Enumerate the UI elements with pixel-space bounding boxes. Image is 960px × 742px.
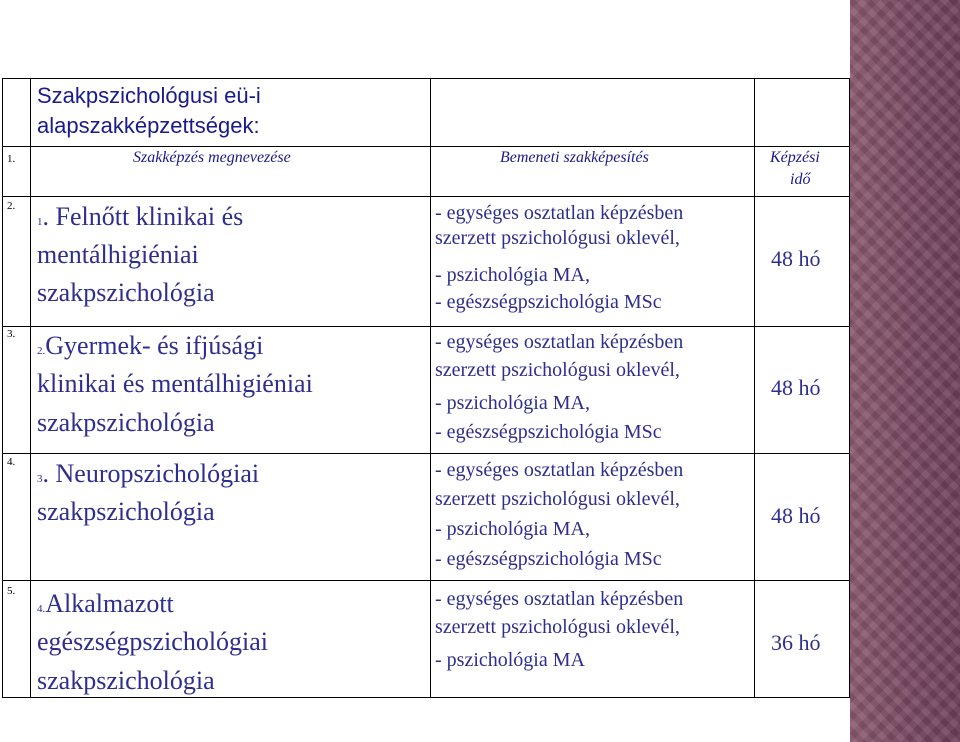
- entry-line: szerzett pszichológusi oklevél,: [435, 227, 680, 249]
- table-border-left: [2, 78, 3, 698]
- training-name-line: Felnőtt klinikai és: [55, 202, 244, 231]
- training-name-line: szakpszichológia: [37, 408, 215, 437]
- training-name-line: Gyermek- és ifjúsági: [45, 331, 264, 360]
- column-divider: [430, 78, 431, 698]
- duration-value: 48 hó: [771, 503, 821, 528]
- row-divider: [2, 580, 850, 581]
- training-name-line: Neuropszichológiai: [55, 459, 260, 488]
- entry-line: - egységes osztatlan képzésben: [435, 202, 684, 224]
- entry-line: - egészségpszichológia MSc: [435, 291, 662, 313]
- table-title-line2: alapszakképzettségek:: [37, 113, 260, 138]
- row-number: 1.: [7, 153, 16, 165]
- entry-line: szerzett pszichológusi oklevél,: [435, 616, 680, 638]
- entry-line: - pszichológia MA,: [435, 518, 590, 540]
- duration-value: 48 hó: [771, 246, 821, 271]
- training-name: [37, 327, 263, 365]
- entry-line: - egységes osztatlan képzésben: [435, 459, 684, 481]
- training-name: 1. Felnőtt klinikai és: [37, 202, 244, 231]
- column-divider: [30, 78, 31, 698]
- table-border-right: [849, 78, 850, 698]
- column-header-training: Szakképzés megnevezése: [133, 149, 291, 166]
- entry-line: - pszichológia MA: [435, 649, 585, 671]
- row-number: 4.: [7, 456, 16, 468]
- column-header-duration: Képzési: [770, 149, 820, 166]
- entry-line: - pszichológia MA,: [435, 264, 590, 286]
- item-number: 2.: [37, 345, 46, 357]
- entry-line: - pszichológia MA,: [435, 392, 590, 414]
- duration-value: 48 hó: [771, 375, 821, 400]
- row-number: 2.: [7, 200, 16, 212]
- column-header-entry: Bemeneti szakképesítés: [500, 149, 649, 166]
- table-border-top: [2, 78, 850, 79]
- entry-line: - egészségpszichológia MSc: [435, 421, 662, 443]
- training-name-line: szakpszichológia: [37, 278, 215, 307]
- row-divider: [2, 453, 850, 454]
- training-name: [37, 585, 174, 623]
- table-title-line1: Szakpszichológusi eü-i: [37, 83, 261, 108]
- entry-line: szerzett pszichológusi oklevél,: [435, 359, 680, 381]
- training-name: 3. Neuropszichológiai: [37, 459, 260, 488]
- training-name-line: szakpszichológia: [37, 497, 215, 526]
- training-name-line: mentálhigiéniai: [37, 240, 199, 269]
- row-number: 5.: [7, 585, 16, 597]
- column-header-duration-line2: idő: [790, 171, 811, 188]
- entry-line: - egységes osztatlan képzésben: [435, 331, 684, 353]
- training-name-line: klinikai és mentálhigiéniai: [37, 369, 313, 398]
- column-divider: [754, 78, 755, 698]
- item-number: 3: [37, 473, 43, 485]
- training-name-line: szakpszichológia: [37, 666, 215, 695]
- item-number: 1: [37, 216, 43, 228]
- training-name-line: Alkalmazott: [45, 589, 174, 618]
- duration-value: 36 hó: [771, 630, 821, 655]
- item-number: 4.: [37, 603, 46, 615]
- decorative-side-panel: [850, 0, 960, 742]
- row-number: 3.: [7, 328, 16, 340]
- entry-line: - egészségpszichológia MSc: [435, 548, 662, 570]
- row-divider: [2, 196, 850, 197]
- row-divider: [2, 146, 850, 147]
- entry-line: szerzett pszichológusi oklevél,: [435, 488, 680, 510]
- training-name-line: egészségpszichológiai: [37, 627, 269, 656]
- entry-line: - egységes osztatlan képzésben: [435, 588, 684, 610]
